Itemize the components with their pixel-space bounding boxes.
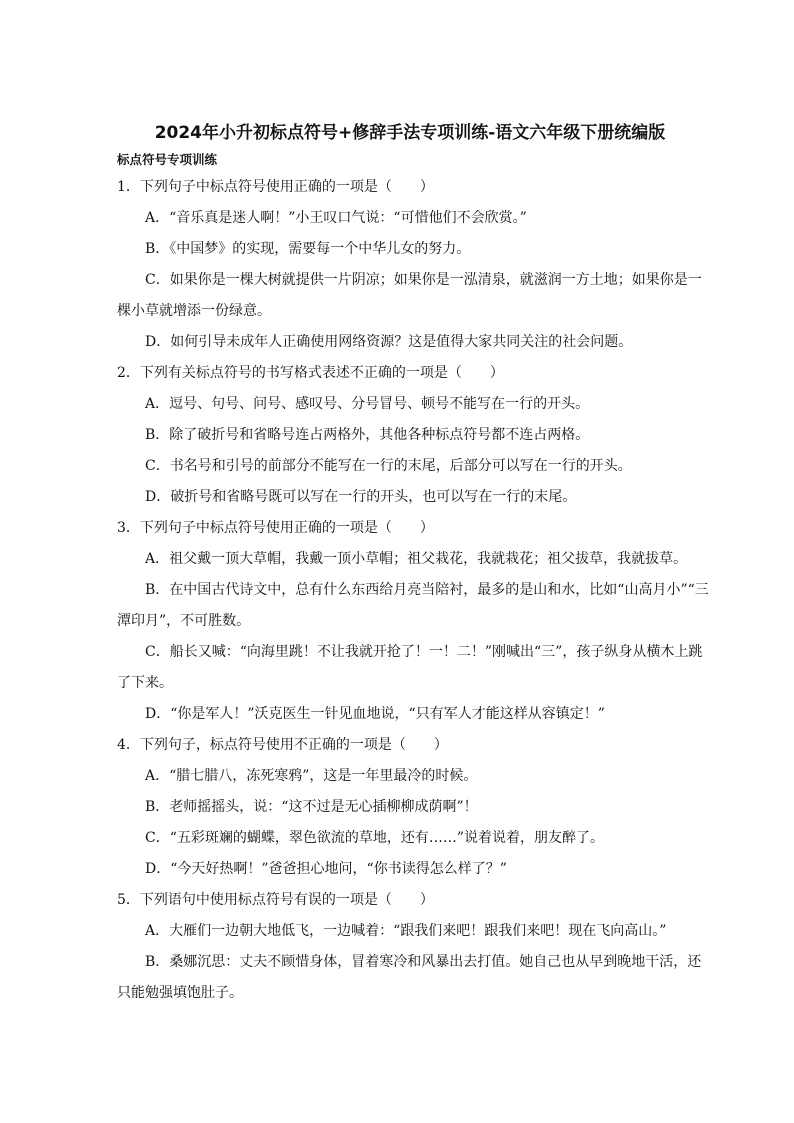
answer-option: B．除了破折号和省略号连占两格外，其他各种标点符号都不连占两格。 — [145, 427, 590, 443]
text-continuation: 棵小草就增添一份绿意。 — [117, 303, 271, 319]
answer-option: C．“五彩斑斓的蝴蝶，翠色欲流的草地，还有……”说着说着，朋友醉了。 — [145, 830, 605, 846]
answer-option: B．老师摇摇头，说：“这不过是无心插柳柳成荫啊”！ — [145, 799, 478, 815]
document-page — [117, 120, 709, 1009]
question-list — [117, 172, 709, 1009]
answer-option: D．破折号和省略号既可以写在一行的开头，也可以写在一行的末尾。 — [145, 489, 577, 505]
question-stem: 4．下列句子，标点符号使用不正确的一项是（ ） — [117, 737, 448, 753]
answer-option: D．“今天好热啊！”爸爸担心地问，“你书读得怎么样了？” — [145, 861, 507, 877]
answer-option: A．大雁们一边朝大地低飞，一边喊着：“跟我们来吧！跟我们来吧！现在飞向高山。” — [145, 923, 667, 939]
answer-option: D．如何引导未成年人正确使用网络资源？这是值得大家共同关注的社会问题。 — [145, 334, 633, 350]
answer-option: C．船长又喊：“向海里跳！不让我就开抢了！一！二！”刚喊出“三”，孩子纵身从横木上跳 — [145, 644, 703, 660]
answer-option: B．桑娜沉思：丈夫不顾惜身体，冒着寒冷和风暴出去打值。她自己也从早到晚地干活，还 — [145, 954, 702, 970]
document-title: 2024年小升初标点符号+修辞手法专项训练-语文六年级下册统编版 — [154, 123, 666, 143]
answer-option: A．“音乐真是迷人啊！”小王叹口气说：“可惜他们不会欣赏。” — [145, 210, 527, 226]
answer-option: D．“你是军人！”沃克医生一针见血地说，“只有军人才能这样从容镇定！” — [145, 706, 605, 722]
answer-option: A．逗号、句号、问号、感叹号、分号冒号、顿号不能写在一行的开头。 — [145, 396, 590, 412]
text-continuation: 只能勉强填饱肚子。 — [117, 985, 243, 1001]
answer-option: B．在中国古代诗文中，总有什么东西给月亮当陪衬，最多的是山和水，比如“山高月小”“三 — [145, 582, 709, 598]
question-stem: 2．下列有关标点符号的书写格式表述不正确的一项是（ ） — [117, 365, 504, 381]
text-continuation: 潭印月”，不可胜数。 — [117, 613, 251, 629]
question-stem: 3．下列句子中标点符号使用正确的一项是（ ） — [117, 520, 434, 536]
answer-option: C．书名号和引号的前部分不能写在一行的末尾，后部分可以写在一行的开头。 — [145, 458, 632, 474]
question-stem: 1．下列句子中标点符号使用正确的一项是（ ） — [117, 179, 434, 195]
answer-option: A．祖父戴一顶大草帽，我戴一顶小草帽；祖父栽花，我就栽花；祖父拔草，我就拔草。 — [145, 551, 688, 567]
answer-option: A．“腊七腊八，冻死寒鸦”，这是一年里最冷的时候。 — [145, 768, 478, 784]
section-heading: 标点符号专项训练 — [117, 152, 218, 167]
answer-option: C．如果你是一棵大树就提供一片阴凉；如果你是一泓清泉，就滋润一方土地；如果你是一 — [145, 272, 702, 288]
answer-option: B．《中国梦》的实现，需要每一个中华儿女的努力。 — [145, 241, 471, 257]
text-continuation: 了下来。 — [117, 675, 173, 691]
question-stem: 5．下列语句中使用标点符号有误的一项是（ ） — [117, 892, 434, 908]
